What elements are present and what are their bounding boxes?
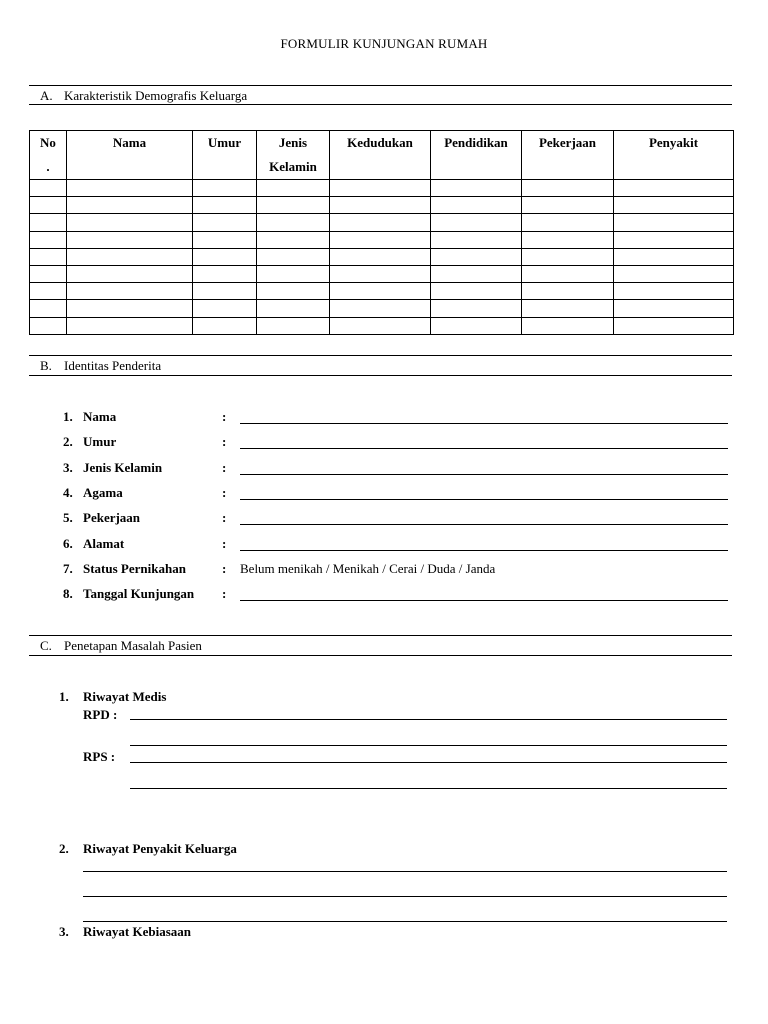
identity-colon: : xyxy=(222,510,227,525)
table-row xyxy=(30,317,734,334)
section-c-bottom-rule xyxy=(29,655,732,656)
identity-fill-line[interactable] xyxy=(240,499,728,500)
identity-number: 6. xyxy=(63,536,73,551)
identity-row xyxy=(63,561,186,577)
table-cell[interactable] xyxy=(431,283,522,300)
table-cell[interactable] xyxy=(330,197,431,214)
table-cell[interactable] xyxy=(67,180,193,197)
column-header: Pekerjaan xyxy=(522,131,614,180)
table-cell[interactable] xyxy=(257,283,330,300)
table-cell[interactable] xyxy=(431,231,522,248)
table-cell[interactable] xyxy=(431,180,522,197)
table-cell[interactable] xyxy=(257,248,330,265)
table-row xyxy=(30,231,734,248)
table-cell[interactable] xyxy=(30,214,67,231)
section-a-letter: A. xyxy=(40,88,53,103)
identity-colon: : xyxy=(222,586,227,601)
table-cell[interactable] xyxy=(431,214,522,231)
table-cell[interactable] xyxy=(431,248,522,265)
table-cell[interactable] xyxy=(614,197,734,214)
identity-colon: : xyxy=(222,460,227,475)
identity-colon: : xyxy=(222,409,227,424)
table-cell[interactable] xyxy=(67,231,193,248)
table-cell[interactable] xyxy=(431,300,522,317)
rpd-line-2[interactable] xyxy=(130,745,727,746)
riwayat-medis-label: Riwayat Medis xyxy=(83,689,167,704)
identity-number: 2. xyxy=(63,434,73,449)
identity-number: 7. xyxy=(63,561,73,576)
table-cell[interactable] xyxy=(330,180,431,197)
identity-number: 1. xyxy=(63,409,73,424)
table-cell[interactable] xyxy=(522,300,614,317)
table-cell[interactable] xyxy=(30,248,67,265)
table-cell[interactable] xyxy=(67,300,193,317)
identity-colon: : xyxy=(222,536,227,551)
identity-row xyxy=(63,536,124,552)
identity-colon: : xyxy=(222,485,227,500)
identity-value: Belum menikah / Menikah / Cerai / Duda / Janda xyxy=(240,561,496,576)
table-cell[interactable] xyxy=(522,265,614,282)
identity-label: Agama xyxy=(83,485,123,500)
table-cell[interactable] xyxy=(522,248,614,265)
identity-row xyxy=(63,485,123,501)
table-cell[interactable] xyxy=(522,231,614,248)
identity-fill-line[interactable] xyxy=(240,600,728,601)
column-header: Jenis Kelamin xyxy=(257,131,330,180)
riwayat-keluarga-line-3[interactable] xyxy=(83,921,727,922)
table-cell[interactable] xyxy=(67,265,193,282)
table-cell[interactable] xyxy=(193,300,257,317)
identity-row xyxy=(63,434,116,450)
column-header: Nama xyxy=(67,131,193,180)
identity-number: 5. xyxy=(63,510,73,525)
identity-number: 8. xyxy=(63,586,73,601)
table-cell[interactable] xyxy=(193,197,257,214)
section-c-letter: C. xyxy=(40,638,52,653)
table-cell[interactable] xyxy=(257,180,330,197)
table-cell[interactable] xyxy=(330,300,431,317)
table-row xyxy=(30,214,734,231)
identity-fill-line[interactable] xyxy=(240,448,728,449)
column-header: Pendidikan xyxy=(431,131,522,180)
section-b-letter: B. xyxy=(40,358,52,373)
column-header: Umur xyxy=(193,131,257,180)
identity-row xyxy=(63,586,194,602)
riwayat-keluarga-line-1[interactable] xyxy=(83,871,727,872)
family-demographics-table xyxy=(29,130,734,335)
rpd-line-1[interactable] xyxy=(130,719,727,720)
table-cell[interactable] xyxy=(193,283,257,300)
column-header: No . xyxy=(30,131,67,180)
rps-line-2[interactable] xyxy=(130,788,727,789)
identity-row xyxy=(63,460,162,476)
table-cell[interactable] xyxy=(257,317,330,334)
table-cell[interactable] xyxy=(30,317,67,334)
table-cell[interactable] xyxy=(431,317,522,334)
table-row xyxy=(30,300,734,317)
identity-fill-line[interactable] xyxy=(240,474,728,475)
rps-line-1[interactable] xyxy=(130,762,727,763)
table-cell[interactable] xyxy=(330,283,431,300)
table-cell[interactable] xyxy=(193,231,257,248)
identity-row xyxy=(63,409,116,425)
table-cell[interactable] xyxy=(257,300,330,317)
section-a-top-rule xyxy=(29,85,732,86)
section-c-top-rule xyxy=(29,635,732,636)
table-cell[interactable] xyxy=(30,265,67,282)
table-cell[interactable] xyxy=(614,300,734,317)
identity-label: Tanggal Kunjungan xyxy=(83,586,195,601)
table-cell[interactable] xyxy=(67,197,193,214)
column-header: Kedudukan xyxy=(330,131,431,180)
table-cell[interactable] xyxy=(614,265,734,282)
table-cell[interactable] xyxy=(30,231,67,248)
table-cell[interactable] xyxy=(522,214,614,231)
column-header: Penyakit xyxy=(614,131,734,180)
identity-label: Pekerjaan xyxy=(83,510,141,525)
table-cell[interactable] xyxy=(30,197,67,214)
table-row xyxy=(30,248,734,265)
form-title: FORMULIR KUNJUNGAN RUMAH xyxy=(280,36,488,51)
table-cell[interactable] xyxy=(193,214,257,231)
table-cell[interactable] xyxy=(193,248,257,265)
table-cell[interactable] xyxy=(522,197,614,214)
section-a-title: Karakteristik Demografis Keluarga xyxy=(64,88,248,103)
table-cell[interactable] xyxy=(330,248,431,265)
table-cell[interactable] xyxy=(431,197,522,214)
identity-colon: : xyxy=(222,434,227,449)
riwayat-kebiasaan-label: Riwayat Kebiasaan xyxy=(83,924,191,939)
section-b-bottom-rule xyxy=(29,375,732,376)
identity-row xyxy=(63,510,140,526)
table-cell[interactable] xyxy=(257,265,330,282)
identity-fill-line[interactable] xyxy=(240,524,728,525)
table-cell[interactable] xyxy=(257,231,330,248)
table-row xyxy=(30,265,734,282)
riwayat-kebiasaan-number: 3. xyxy=(59,924,69,939)
riwayat-keluarga-number: 2. xyxy=(59,841,69,856)
riwayat-keluarga-line-2[interactable] xyxy=(83,896,727,897)
section-c-title: Penetapan Masalah Pasien xyxy=(64,638,202,653)
table-cell[interactable] xyxy=(193,180,257,197)
rps-label: RPS : xyxy=(83,749,116,764)
table-cell[interactable] xyxy=(30,180,67,197)
identity-colon: : xyxy=(222,561,227,576)
table-cell[interactable] xyxy=(614,248,734,265)
riwayat-medis-number: 1. xyxy=(59,689,69,704)
table-row xyxy=(30,197,734,214)
table-body xyxy=(30,180,734,335)
table-cell[interactable] xyxy=(193,317,257,334)
table-cell[interactable] xyxy=(257,214,330,231)
identity-fill-line[interactable] xyxy=(240,423,728,424)
table-header-row xyxy=(30,131,734,180)
table-cell[interactable] xyxy=(431,265,522,282)
table-cell[interactable] xyxy=(614,317,734,334)
identity-label: Status Pernikahan xyxy=(83,561,186,576)
table-cell[interactable] xyxy=(522,180,614,197)
table-cell[interactable] xyxy=(67,283,193,300)
table-cell[interactable] xyxy=(30,300,67,317)
section-a-heading xyxy=(40,88,247,104)
section-b-title: Identitas Penderita xyxy=(64,358,162,373)
riwayat-keluarga-label: Riwayat Penyakit Keluarga xyxy=(83,841,237,856)
table-row xyxy=(30,180,734,197)
table-cell[interactable] xyxy=(67,317,193,334)
rpd-label: RPD : xyxy=(83,707,118,722)
table-cell[interactable] xyxy=(30,283,67,300)
section-a-bottom-rule xyxy=(29,104,732,105)
table-cell[interactable] xyxy=(193,265,257,282)
identity-label: Nama xyxy=(83,409,117,424)
table-cell[interactable] xyxy=(614,180,734,197)
table-cell[interactable] xyxy=(330,265,431,282)
table-cell[interactable] xyxy=(330,231,431,248)
table-cell[interactable] xyxy=(522,317,614,334)
table-cell[interactable] xyxy=(614,231,734,248)
section-c-heading xyxy=(40,638,202,654)
identity-label: Jenis Kelamin xyxy=(83,460,163,475)
table-cell[interactable] xyxy=(257,197,330,214)
identity-label: Alamat xyxy=(83,536,125,551)
table-cell[interactable] xyxy=(330,317,431,334)
section-b-top-rule xyxy=(29,355,732,356)
table-cell[interactable] xyxy=(614,214,734,231)
table-cell[interactable] xyxy=(67,214,193,231)
table-row xyxy=(30,283,734,300)
identity-number: 4. xyxy=(63,485,73,500)
identity-fill-line[interactable] xyxy=(240,550,728,551)
identity-number: 3. xyxy=(63,460,73,475)
section-b-heading xyxy=(40,358,161,374)
table-cell[interactable] xyxy=(522,283,614,300)
table-cell[interactable] xyxy=(614,283,734,300)
identity-label: Umur xyxy=(83,434,117,449)
table-cell[interactable] xyxy=(67,248,193,265)
table-cell[interactable] xyxy=(330,214,431,231)
